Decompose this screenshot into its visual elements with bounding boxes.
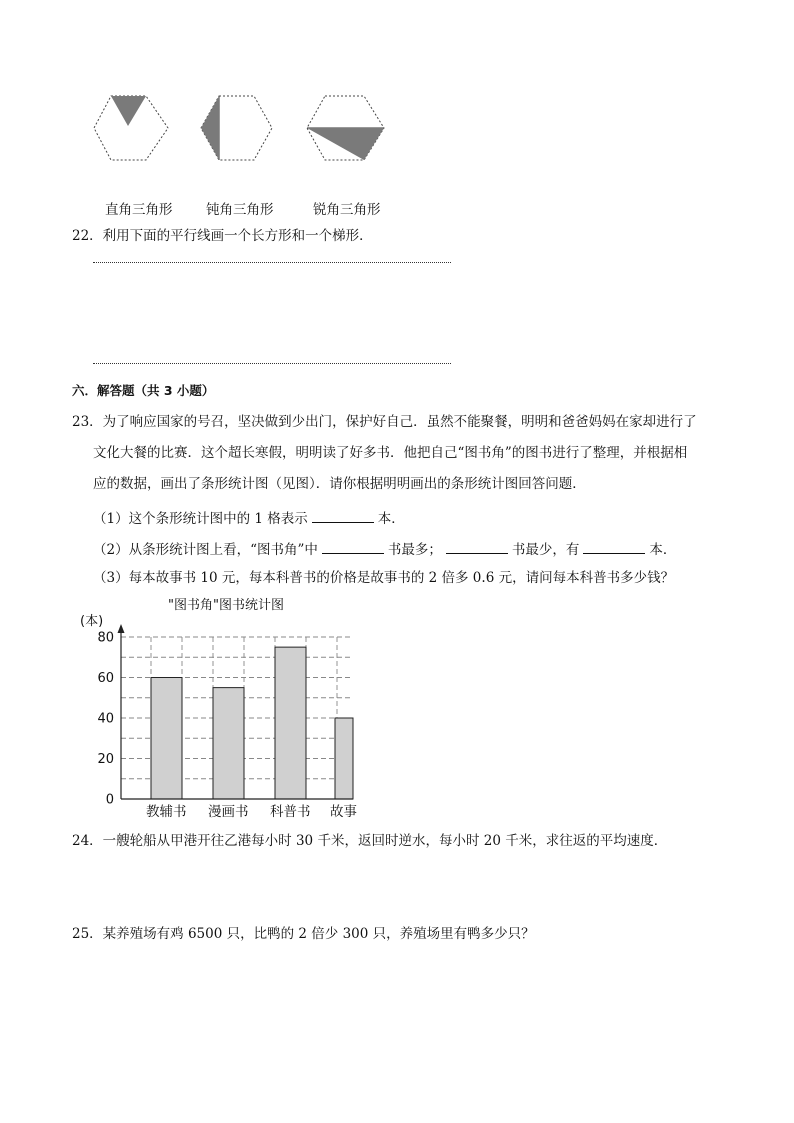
parallel-line-top [93, 262, 451, 263]
answer-blank[interactable] [583, 539, 645, 554]
question-22: 22．利用下面的平行线画一个长方形和一个梯形． [72, 228, 373, 244]
parallel-line-bottom [93, 363, 451, 364]
answer-blank[interactable] [322, 539, 384, 554]
bar-科普书 [275, 647, 306, 799]
y-tick-label: 0 [105, 792, 114, 808]
part-1-text: （1）这个条形统计图中的 1 格表示 [93, 511, 308, 527]
y-tick-label: 80 [97, 630, 114, 646]
y-axis-label: (本) [80, 614, 104, 629]
question-23-part-3: （3）每本故事书 10 元，每本科普书的价格是故事书的 2 倍多 0.6 元，请问每本科普书多少钱？ [93, 570, 675, 586]
bar-教辅书 [151, 678, 182, 800]
question-23-part-1 [93, 508, 405, 528]
caption-obtuse-triangle: 钝角三角形 [206, 202, 274, 218]
question-23-line-1: 23．为了响应国家的号召，坚决做到少出门，保护好自己．虽然不能聚餐，明明和爸爸妈妈在家却进行了 [72, 414, 697, 430]
question-23-part-2 [93, 539, 676, 559]
chart-title: "图书角"图书统计图 [168, 598, 284, 613]
y-axis-arrow [118, 624, 125, 633]
obtuse-triangle-fill [201, 96, 219, 160]
section-title: 六．解答题（共 3 小题） [72, 383, 215, 398]
y-tick-label: 60 [97, 671, 114, 686]
part-1-unit: 本． [377, 511, 405, 527]
x-tick-label: 科普书 [270, 804, 311, 820]
hexagon-figures [88, 90, 398, 168]
question-25: 25．某养殖场有鸡 6500 只，比鸭的 2 倍少 300 只，养殖场里有鸭多少只？ [72, 926, 535, 942]
x-tick-label: 漫画书 [208, 804, 249, 820]
part-2-text-b: 书最多； [387, 542, 442, 558]
part-2-text-c: 书最少，有 [511, 542, 580, 558]
bar-chart [80, 594, 360, 824]
question-24: 24．一艘轮船从甲港开往乙港每小时 30 千米，返回时逆水，每小时 20 千米，求往返的平均速度． [72, 833, 668, 849]
question-23-line-2: 文化大餐的比赛．这个超长寒假，明明读了好多书．他把自己“图书角”的图书进行了整理，并根据相 [93, 445, 688, 461]
right-triangle-fill [111, 96, 146, 126]
acute-triangle-fill [307, 128, 384, 160]
x-tick-label: 教辅书 [146, 804, 187, 820]
y-tick-label: 20 [97, 752, 114, 767]
x-tick-label: 故事 [330, 804, 357, 820]
part-2-text-a: （2）从条形统计图上看，“图书角”中 [93, 542, 318, 558]
question-23-line-3: 应的数据，画出了条形统计图（见图）．请你根据明明画出的条形统计图回答问题． [93, 476, 586, 492]
answer-blank[interactable] [446, 539, 508, 554]
answer-blank[interactable] [312, 508, 374, 523]
caption-acute-triangle: 锐角三角形 [313, 202, 381, 218]
bar-故事书 [335, 718, 353, 799]
caption-right-triangle: 直角三角形 [105, 202, 173, 218]
part-2-text-d: 本． [649, 542, 677, 558]
y-tick-label: 40 [97, 711, 114, 727]
bar-漫画书 [213, 688, 244, 799]
